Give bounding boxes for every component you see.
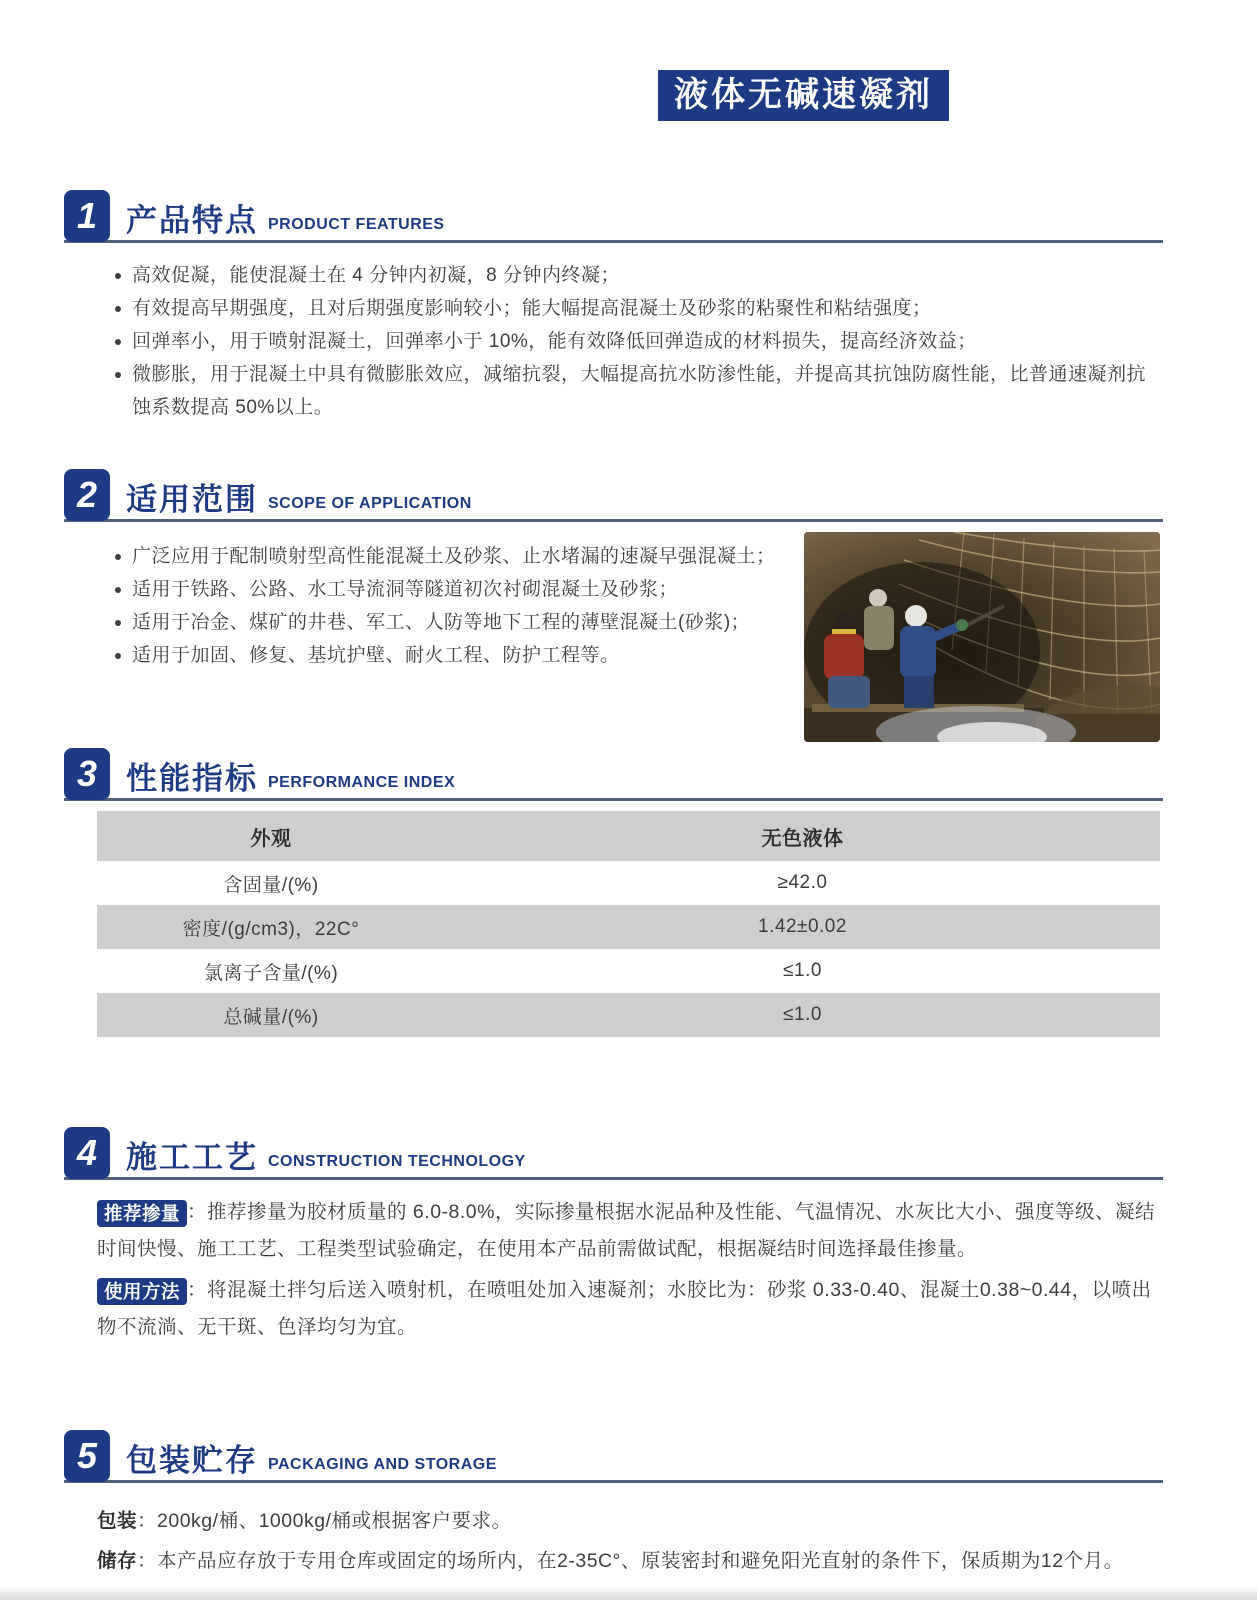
section-scope-of-application	[0, 469, 1257, 742]
section-heading	[64, 1127, 1163, 1180]
table-cell-value: 无色液体	[761, 827, 844, 850]
table-row	[97, 905, 1160, 949]
list-item: 广泛应用于配制喷射型高性能混凝土及砂浆、止水堵漏的速凝早强混凝土；	[112, 540, 790, 573]
section-title: 性能指标	[126, 761, 258, 796]
usage-badge: 使用方法	[97, 1278, 187, 1305]
item-label: 储存	[97, 1550, 138, 1572]
section-construction-technology	[0, 1127, 1257, 1346]
document-body	[0, 190, 1257, 1581]
list-item: 微膨胀，用于混凝土中具有微膨胀效应，减缩抗裂，大幅提高抗水防渗性能，并提高其抗蚀防腐性能，比普通速凝剂抗蚀系数提高 50%以上。	[112, 358, 1147, 424]
table-cell-property: 总碱量/(%)	[223, 1006, 319, 1028]
item-label: 包装	[97, 1510, 138, 1532]
application-list	[112, 540, 790, 672]
section-subtitle: PRODUCT FEATURES	[268, 216, 445, 233]
table-cell-property: 氯离子含量/(%)	[203, 962, 339, 984]
performance-table	[97, 811, 1160, 1037]
table-cell-property: 含固量/(%)	[223, 874, 319, 896]
section-number-badge: 4	[64, 1127, 110, 1179]
paragraph-text: ：推荐掺量为胶材质量的 6.0-8.0%，实际掺量根据水泥品种及性能、气温情况、水灰比大小、强度等级、凝结时间快慢、施工工艺、工程类型试验确定，在使用本产品前需做试配，根据凝结时间选择最佳掺量。	[97, 1201, 1155, 1260]
section-heading	[64, 1430, 1163, 1483]
section-heading	[64, 748, 1163, 801]
packaging-storage-list	[0, 1501, 1257, 1581]
table-row	[97, 949, 1160, 993]
list-item: 适用于加固、修复、基坑护壁、耐火工程、防护工程等。	[112, 639, 790, 672]
list-item: 适用于铁路、公路、水工导流洞等隧道初次衬砌混凝土及砂浆；	[112, 573, 790, 606]
table-cell-value: ≥42.0	[777, 872, 828, 893]
usage-method-paragraph	[97, 1272, 1159, 1346]
section-title: 产品特点	[126, 203, 258, 238]
section-packaging-storage	[0, 1430, 1257, 1581]
section-title: 施工工艺	[126, 1140, 258, 1175]
section-subtitle: PERFORMANCE INDEX	[268, 774, 456, 791]
tunnel-construction-photo	[804, 532, 1160, 742]
section-heading	[64, 190, 1163, 243]
section-subtitle: CONSTRUCTION TECHNOLOGY	[268, 1153, 526, 1170]
dosage-badge: 推荐掺量	[97, 1200, 187, 1227]
table-row	[97, 993, 1160, 1037]
feature-list	[112, 259, 1147, 424]
storage-item	[97, 1541, 1159, 1581]
table-cell-property: 密度/(g/cm3)，22C°	[182, 918, 360, 940]
section-number-badge: 2	[64, 469, 110, 521]
item-text: ：本产品应存放于专用仓库或固定的场所内，在2-35C°、原装密封和避免阳光直射的条件下，保质期为12个月。	[137, 1550, 1124, 1572]
section-title: 包装贮存	[126, 1443, 258, 1478]
section-subtitle: SCOPE OF APPLICATION	[268, 495, 472, 512]
section-number-badge: 1	[64, 190, 110, 242]
list-item: 回弹率小，用于喷射混凝土，回弹率小于 10%，能有效降低回弹造成的材料损失，提高经济效益；	[112, 325, 1147, 358]
section-product-features	[0, 190, 1257, 424]
table-cell-value: 1.42±0.02	[758, 916, 847, 937]
section-subtitle: PACKAGING AND STORAGE	[268, 1456, 497, 1473]
recommended-dosage-paragraph	[97, 1194, 1159, 1268]
table-cell-value: ≤1.0	[783, 1004, 822, 1025]
table-row	[97, 861, 1160, 905]
section-number-badge: 3	[64, 748, 110, 800]
section-number-badge: 5	[64, 1430, 110, 1482]
list-item: 高效促凝，能使混凝土在 4 分钟内初凝，8 分钟内终凝；	[112, 259, 1147, 292]
table-row	[97, 811, 1160, 861]
page-title: 液体无碱速凝剂	[658, 70, 949, 121]
list-item: 有效提高早期强度，且对后期强度影响较小；能大幅提高混凝土及砂浆的粘聚性和粘结强度；	[112, 292, 1147, 325]
list-item: 适用于冶金、煤矿的井巷、军工、人防等地下工程的薄壁混凝土(砂浆)；	[112, 606, 790, 639]
table-cell-property: 外观	[250, 827, 292, 850]
item-text: ：200kg/桶、1000kg/桶或根据客户要求。	[137, 1510, 512, 1532]
paragraph-text: ：将混凝土拌匀后送入喷射机，在喷咀处加入速凝剂；水胶比为：砂浆 0.33-0.40、混凝土0.38~0.44，以喷出物不流淌、无干斑、色泽均匀为宜。	[97, 1279, 1152, 1338]
table-cell-value: ≤1.0	[783, 960, 822, 981]
section-performance-index	[0, 748, 1257, 1037]
section-title: 适用范围	[126, 482, 258, 517]
page-bottom-shading	[0, 1586, 1257, 1600]
section-heading	[64, 469, 1163, 522]
packaging-item	[97, 1501, 1159, 1541]
